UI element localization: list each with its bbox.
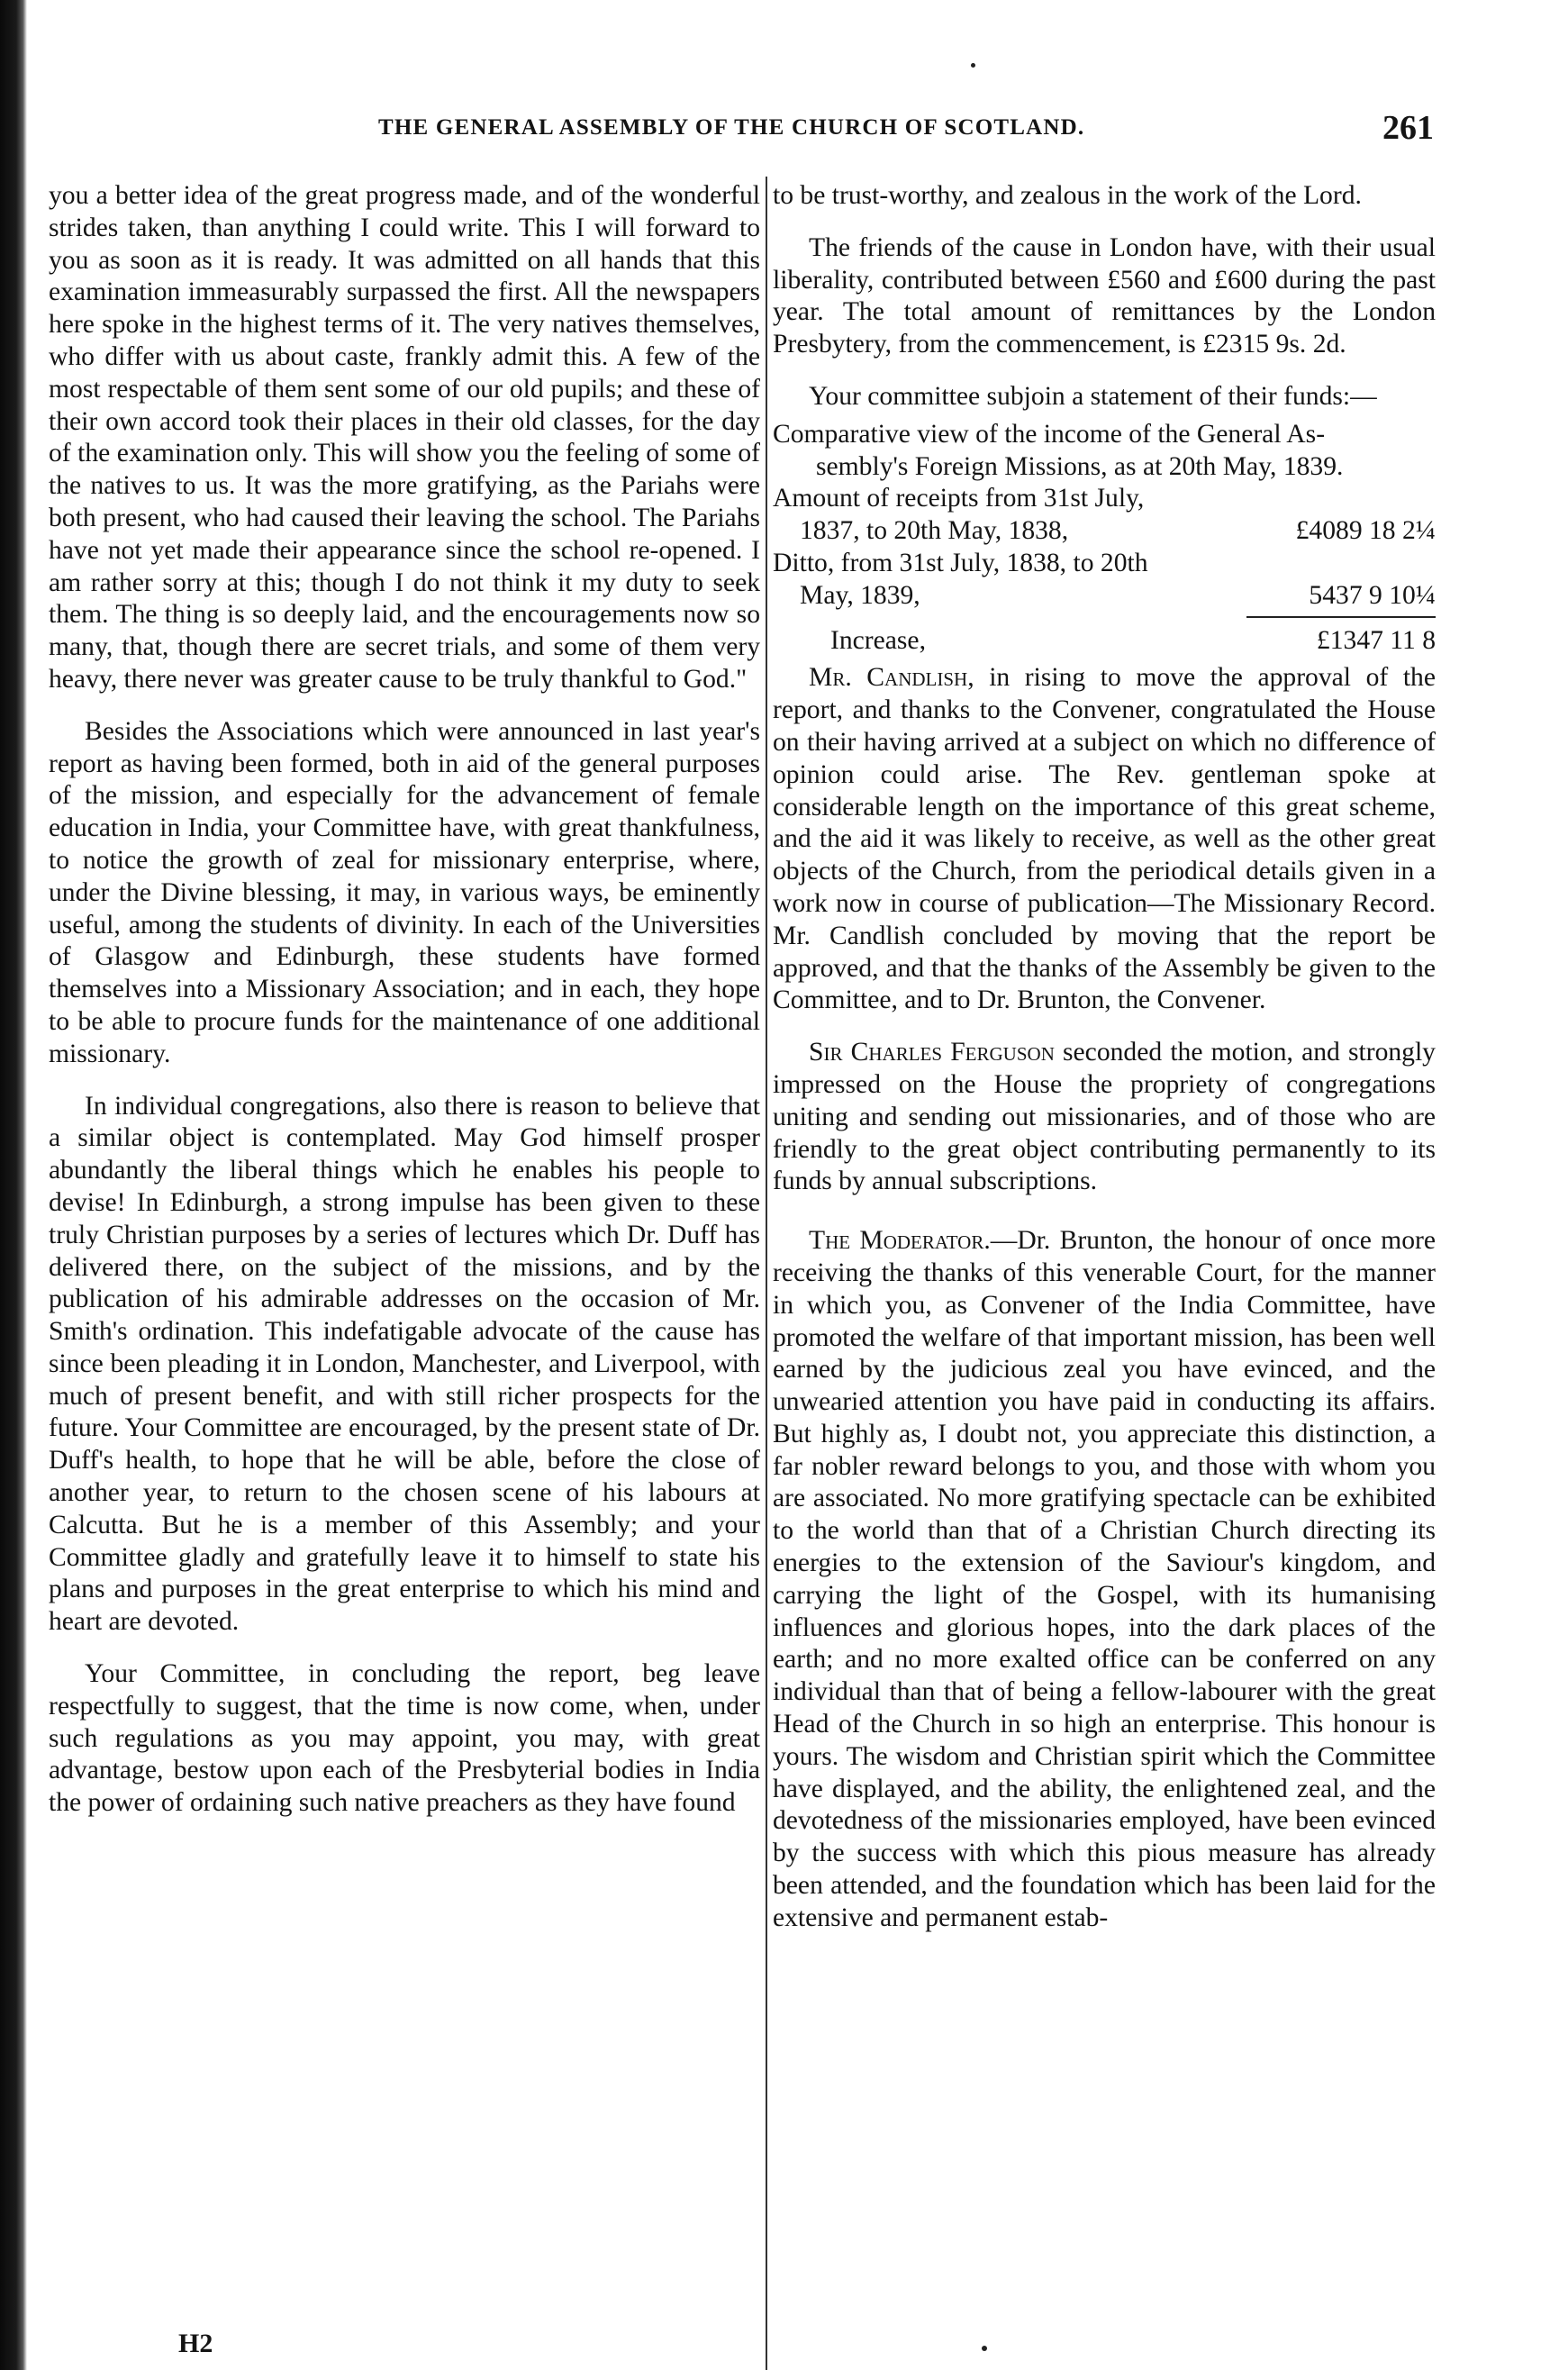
table-row-label — [773, 548, 1228, 613]
table-row-label-line: 1837, to 20th May, 1838, — [800, 516, 1069, 546]
book-binding-edge — [0, 0, 27, 2370]
table-amount: £4089 18 2¼ — [1295, 516, 1436, 546]
table-row-label-line: May, 1839, — [800, 580, 920, 610]
ink-speck — [982, 2346, 987, 2351]
paragraph: Your Committee, in concluding the report, beg leave respectfully to suggest, that the time is now come, when, under such regulations as you may appoint, you may, with great advantage, bestow upon each of the Presbyterial bodies in India the power of ordaining such native preachers as they have found — [49, 1659, 760, 1818]
paragraph: to be trust-worthy, and zealous in the work of the Lord. — [773, 181, 1362, 210]
table-row-label — [773, 483, 1228, 548]
running-header-title: THE GENERAL ASSEMBLY OF THE CHURCH OF SCOTLAND. — [378, 115, 1085, 140]
paragraph: you a better idea of the great progress made, and of the wonderful strides taken, than anything I could write. This I will forward to you as soon as it is ready. It was admitted on all hands that this examination immeasurably surpassed the first. All the newspapers here spoke in the highest terms of it. The very natives themselves, who differ with us about caste, frankly admit this. A few of the most respectable of them sent some of our old pupils; and these of their own accord took their places in their old classes, for the day of the examination only. This will show you the feeling of some of the natives to us. It was the more gratifying, as the Pariahs were both present, who had caused their leaving the school. The Pariahs have not yet made their appearance since the school re-opened. I am rather sorry at this; though I do not think it my duty to seek them. The thing is so deeply laid, and the encouragements now so many, that, though there are secret trials, and some of them very heavy, there never was greater cause to be truly thankful to God." — [49, 181, 760, 694]
paragraph — [773, 1037, 1436, 1198]
page-number: 261 — [1382, 109, 1434, 147]
table-total-amount: £1347 11 8 — [1316, 625, 1436, 655]
table-total-row — [773, 625, 1436, 658]
column-divider — [766, 177, 767, 2370]
paragraph — [773, 1225, 1436, 1935]
table-heading-line: Comparative view of the income of the General As- — [773, 419, 1326, 449]
paragraph: In individual congregations, also there is reason to believe that a similar object is contemplated. May God himself prosper abundantly the liberal things which he enables his people to devise! In Edinburgh, a strong impulse has been given to these truly Christian purposes by a series of lectures which Dr. Duff has delivered there, on the subject of the missions, and by the publication of his admirable addresses on the occasion of Mr. Smith's ordination. This indefatigable advocate of the cause has since been pleading it in London, Manchester, and Liverpool, with much of present benefit, and with still richer prospects for the future. Your Committee are encouraged, by the present state of Dr. Duff's health, to hope that he will be able, before the close of another year, to return to the chosen scene of his labours at Calcutta. But he is a member of this Assembly; and your Committee gladly and gratefully leave it to himself to state his plans and purposes in the great enterprise to which his mind and heart are devoted. — [49, 1091, 760, 1637]
printer-signature-mark: H2 — [178, 2329, 213, 2358]
paragraph-text: seconded the motion, and strongly impressed on the House the propriety of congregations uniting and sending out missionaries, and of those who are friendly to the great object contributing permanently to its funds by annual subscriptions. — [773, 1038, 1436, 1196]
right-column — [773, 180, 1436, 1935]
paragraph-text: in rising to move the approval of the report, and thanks to the Convener, congratulated the House on their having arrived at a subject on which no difference of opinion could arise. The Rev. gentleman spoke at considerable length on the importance of this great scheme, and the aid it was likely to receive, as well as the other great objects of the Church, from the periodical details given in a work now in course of publication—The Missionary Record. Mr. Candlish concluded by moving that the report be approved, and that the thanks of the Assembly be given to the Committee, and to Dr. Brunton, the Convener. — [773, 663, 1436, 1015]
left-column — [49, 180, 760, 1820]
ink-speck — [971, 63, 975, 68]
table-row-label-line: Ditto, from 31st July, 1838, to 20th — [773, 548, 1148, 577]
table-heading-line: sembly's Foreign Missions, as at 20th May, 1839. — [816, 451, 1344, 481]
table-row — [773, 483, 1436, 548]
speaker-name: Mr. Candlish, — [809, 663, 974, 693]
table-sum-rule — [1246, 616, 1436, 618]
speaker-name: Sir Charles Ferguson — [809, 1038, 1055, 1067]
paragraph — [773, 662, 1436, 1017]
table-row-label-line: Amount of receipts from 31st July, — [773, 484, 1145, 513]
table-total-label: Increase, — [830, 625, 926, 655]
table-heading — [773, 419, 1436, 484]
paragraph: The friends of the cause in London have, with their usual liberality, contributed between £560 and £600 during the past year. The total amount of remittances by the London Presbytery, from the commencement, is £2315 9s. 2d. — [773, 232, 1436, 359]
table-amount: 5437 9 10¼ — [1309, 580, 1436, 610]
speaker-name: The Moderator. — [809, 1226, 991, 1256]
paragraph: Your committee subjoin a statement of their funds:— — [809, 381, 1377, 411]
funds-statement-table — [773, 419, 1436, 658]
paragraph: Besides the Associations which were announced in last year's report as having been formed, both in aid of the general purposes of the mission, and especially for the advancement of female education in India, your Committee have, with great thankfulness, to notice the growth of zeal for missionary enterprise, where, under the Divine blessing, it may, in various ways, be eminently useful, among the students of divinity. In each of the Universities of Glasgow and Edinburgh, these students have formed themselves into a Missionary Association; and in each, they hope to be able to procure funds for the maintenance of one additional missionary. — [49, 716, 760, 1068]
paragraph-text: —Dr. Brunton, the honour of once more receiving the thanks of this venerable Court, for the manner in which you, as Convener of the India Committee, have promoted the welfare of that important mission, has been well earned by the judicious zeal you have evinced, and the unwearied attention you have paid in conducting its affairs. But highly as, I doubt not, you appreciate this distinction, a far nobler reward belongs to you, and those with whom you are associated. No more gratifying spectacle can be exhibited to the world than that of a Christian Church directing its energies to the extension of the Saviour's kingdom, and carrying the light of the Gospel, with its humanising influences and glorious hopes, into the dark places of the earth; and no more exalted office can be conferred on any individual than that of being a fellow-labourer with the great Head of the Church in so high an enterprise. This honour is yours. The wisdom and Christian spirit which the Committee have displayed, and the ability, the enlightened zeal, and the devotedness of the missionaries employed, have been evinced by the success with which this pious measure has already been attended, and the foundation which has been laid for the extensive and permanent estab- — [773, 1226, 1436, 1932]
table-row — [773, 548, 1436, 613]
